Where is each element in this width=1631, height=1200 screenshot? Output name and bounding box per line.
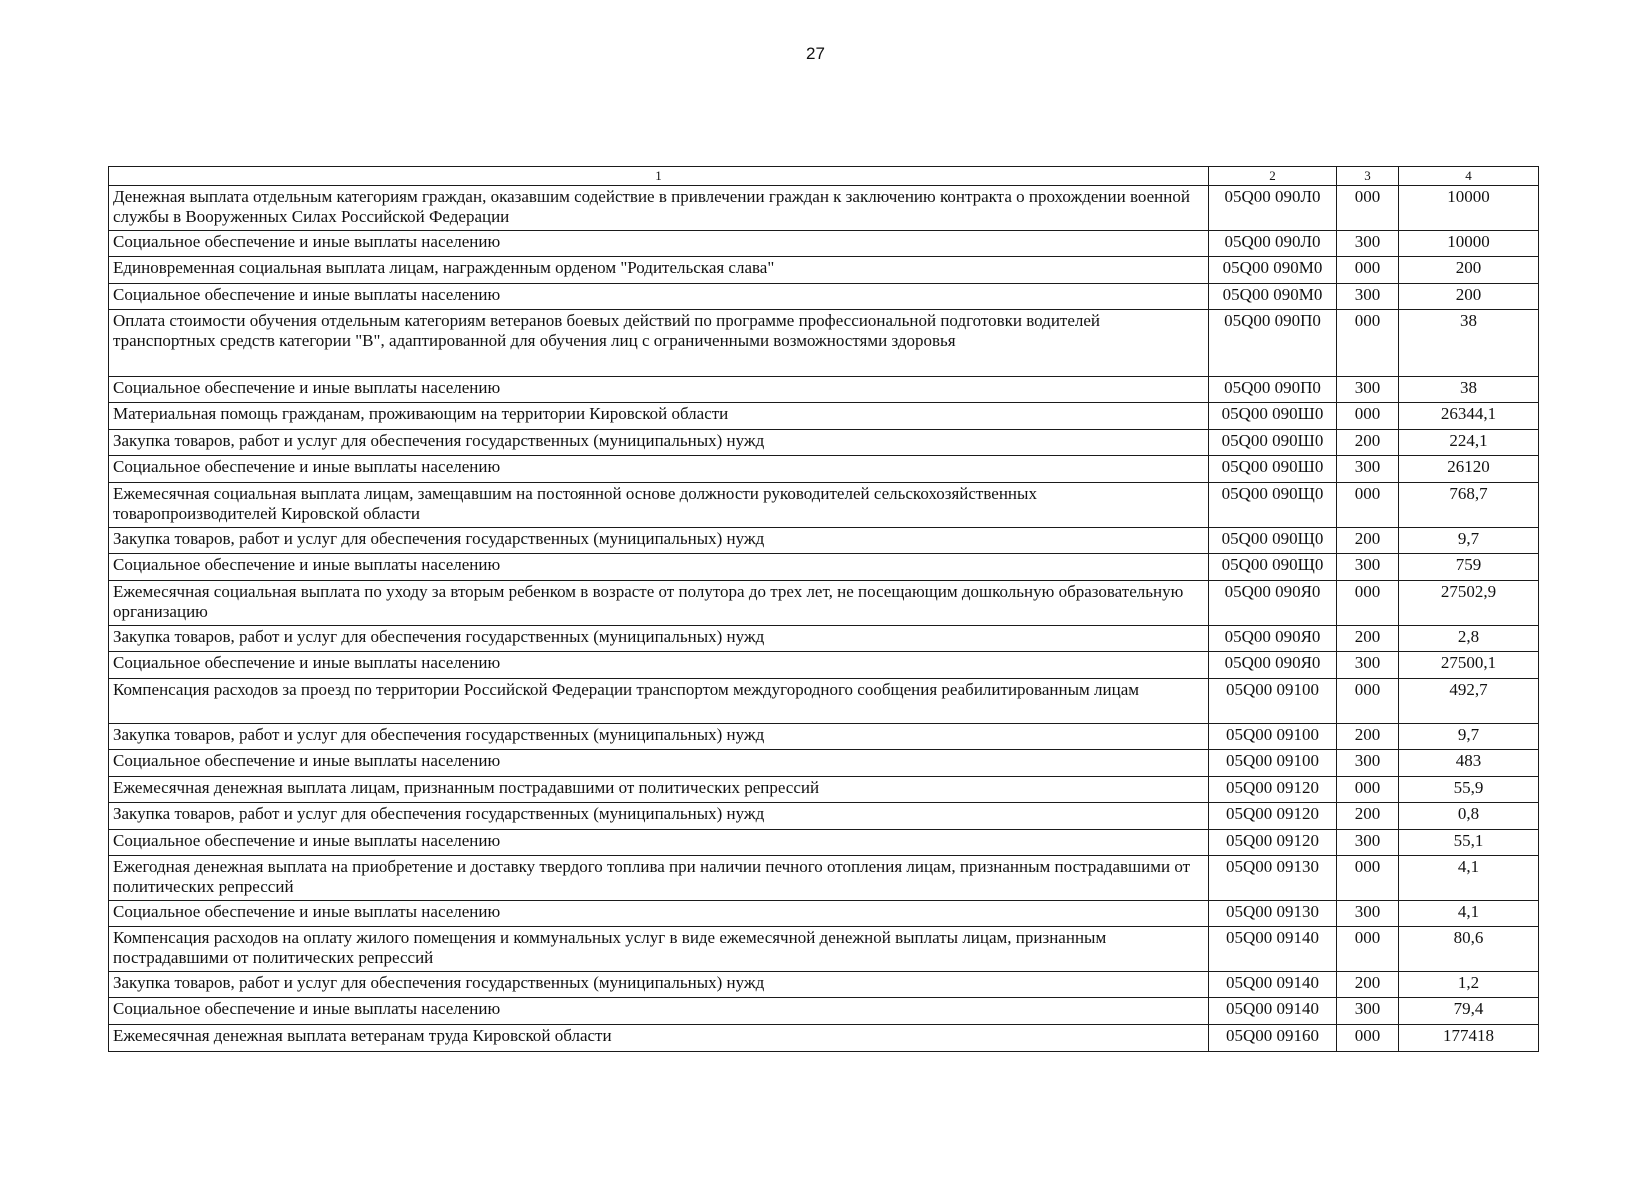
row-amount: 27500,1 <box>1399 652 1539 679</box>
row-type: 000 <box>1337 483 1399 528</box>
row-name: Социальное обеспечение и иные выплаты населению <box>109 998 1209 1025</box>
row-name: Социальное обеспечение и иные выплаты населению <box>109 554 1209 581</box>
row-amount: 9,7 <box>1399 528 1539 554</box>
row-type: 200 <box>1337 528 1399 554</box>
page-number: 27 <box>806 44 825 63</box>
row-name: Закупка товаров, работ и услуг для обеспечения государственных (муниципальных) нужд <box>109 803 1209 830</box>
row-name: Ежемесячная денежная выплата ветеранам труда Кировской области <box>109 1025 1209 1052</box>
table-row <box>109 257 1539 284</box>
row-amount: 55,1 <box>1399 830 1539 856</box>
row-code: 05Q00 090М0 <box>1209 284 1337 310</box>
row-code: 05Q00 09100 <box>1209 750 1337 777</box>
row-amount: 200 <box>1399 284 1539 310</box>
row-amount: 27502,9 <box>1399 581 1539 626</box>
table-row <box>109 679 1539 724</box>
row-amount: 759 <box>1399 554 1539 581</box>
row-code: 05Q00 09140 <box>1209 972 1337 998</box>
row-code: 05Q00 09160 <box>1209 1025 1337 1052</box>
column-header-code: 2 <box>1209 167 1337 186</box>
row-name: Материальная помощь гражданам, проживающим на территории Кировской области <box>109 403 1209 430</box>
table-row <box>109 377 1539 403</box>
row-type: 000 <box>1337 1025 1399 1052</box>
row-code: 05Q00 090М0 <box>1209 257 1337 284</box>
table-row <box>109 310 1539 377</box>
table-row <box>109 998 1539 1025</box>
row-amount: 200 <box>1399 257 1539 284</box>
row-code: 05Q00 090Щ0 <box>1209 528 1337 554</box>
row-amount: 0,8 <box>1399 803 1539 830</box>
table-row <box>109 284 1539 310</box>
row-name: Закупка товаров, работ и услуг для обеспечения государственных (муниципальных) нужд <box>109 626 1209 652</box>
row-type: 200 <box>1337 626 1399 652</box>
table-row <box>109 554 1539 581</box>
row-type: 200 <box>1337 803 1399 830</box>
row-type: 300 <box>1337 554 1399 581</box>
row-name: Социальное обеспечение и иные выплаты населению <box>109 231 1209 257</box>
row-type: 200 <box>1337 724 1399 750</box>
row-amount: 4,1 <box>1399 901 1539 927</box>
table-row <box>109 581 1539 626</box>
row-name: Социальное обеспечение и иные выплаты населению <box>109 830 1209 856</box>
row-amount: 4,1 <box>1399 856 1539 901</box>
table-row <box>109 777 1539 803</box>
row-name: Закупка товаров, работ и услуг для обеспечения государственных (муниципальных) нужд <box>109 972 1209 998</box>
row-type: 000 <box>1337 679 1399 724</box>
row-name: Ежемесячная денежная выплата лицам, признанным пострадавшими от политических репрессий <box>109 777 1209 803</box>
row-code: 05Q00 09100 <box>1209 679 1337 724</box>
row-amount: 492,7 <box>1399 679 1539 724</box>
row-code: 05Q00 090Л0 <box>1209 231 1337 257</box>
column-header-name: 1 <box>109 167 1209 186</box>
row-code: 05Q00 090Ш0 <box>1209 430 1337 456</box>
budget-table <box>108 166 1539 1052</box>
row-type: 300 <box>1337 377 1399 403</box>
row-name: Социальное обеспечение и иные выплаты населению <box>109 456 1209 483</box>
table-row <box>109 626 1539 652</box>
row-code: 05Q00 090Ш0 <box>1209 456 1337 483</box>
row-name: Компенсация расходов на оплату жилого помещения и коммунальных услуг в виде ежемесячной денежной выплаты лицам, признанным пострадавшими от политических репрессий <box>109 927 1209 972</box>
row-type: 200 <box>1337 430 1399 456</box>
table-row <box>109 803 1539 830</box>
row-amount: 26344,1 <box>1399 403 1539 430</box>
row-name: Единовременная социальная выплата лицам, награжденным орденом "Родительская слава" <box>109 257 1209 284</box>
row-name: Ежегодная денежная выплата на приобретение и доставку твердого топлива при наличии печного отопления лицам, признанным пострадавшими от политических репрессий <box>109 856 1209 901</box>
row-name: Ежемесячная социальная выплата лицам, замещавшим на постоянной основе должности руководителей сельскохозяйственных товаропроизводителей Кировской области <box>109 483 1209 528</box>
row-type: 300 <box>1337 652 1399 679</box>
row-type: 300 <box>1337 830 1399 856</box>
row-type: 000 <box>1337 186 1399 231</box>
row-amount: 55,9 <box>1399 777 1539 803</box>
row-code: 05Q00 09130 <box>1209 856 1337 901</box>
table-row <box>109 750 1539 777</box>
row-type: 300 <box>1337 456 1399 483</box>
table-row <box>109 231 1539 257</box>
row-code: 05Q00 09140 <box>1209 998 1337 1025</box>
row-code: 05Q00 090Л0 <box>1209 186 1337 231</box>
row-amount: 10000 <box>1399 186 1539 231</box>
row-name: Ежемесячная социальная выплата по уходу за вторым ребенком в возрасте от полутора до трех лет, не посещающим дошкольную образовательную организацию <box>109 581 1209 626</box>
row-type: 000 <box>1337 310 1399 377</box>
row-amount: 9,7 <box>1399 724 1539 750</box>
row-code: 05Q00 090П0 <box>1209 310 1337 377</box>
row-name: Компенсация расходов за проезд по территории Российской Федерации транспортом междугородного сообщения реабилитированным лицам <box>109 679 1209 724</box>
row-amount: 224,1 <box>1399 430 1539 456</box>
row-type: 000 <box>1337 581 1399 626</box>
table-row <box>109 901 1539 927</box>
row-name: Закупка товаров, работ и услуг для обеспечения государственных (муниципальных) нужд <box>109 430 1209 456</box>
row-amount: 177418 <box>1399 1025 1539 1052</box>
row-amount: 2,8 <box>1399 626 1539 652</box>
row-name: Социальное обеспечение и иные выплаты населению <box>109 901 1209 927</box>
row-name: Социальное обеспечение и иные выплаты населению <box>109 377 1209 403</box>
table-row <box>109 456 1539 483</box>
table-row <box>109 186 1539 231</box>
row-type: 300 <box>1337 284 1399 310</box>
row-name: Социальное обеспечение и иные выплаты населению <box>109 284 1209 310</box>
table-row <box>109 856 1539 901</box>
table-row <box>109 1025 1539 1052</box>
table-row <box>109 724 1539 750</box>
row-code: 05Q00 090Щ0 <box>1209 483 1337 528</box>
row-code: 05Q00 090Ш0 <box>1209 403 1337 430</box>
table-row <box>109 652 1539 679</box>
row-type: 300 <box>1337 231 1399 257</box>
row-name: Оплата стоимости обучения отдельным категориям ветеранов боевых действий по программе профессиональной подготовки водителей транспортных средств категории "В", адаптированной для обучения лиц с ограниченными возможностями здоровья <box>109 310 1209 377</box>
row-code: 05Q00 09100 <box>1209 724 1337 750</box>
row-code: 05Q00 09120 <box>1209 830 1337 856</box>
table-header-row <box>109 167 1539 186</box>
table-row <box>109 927 1539 972</box>
row-code: 05Q00 09140 <box>1209 927 1337 972</box>
table-row <box>109 430 1539 456</box>
row-type: 000 <box>1337 257 1399 284</box>
row-type: 300 <box>1337 750 1399 777</box>
row-name: Закупка товаров, работ и услуг для обеспечения государственных (муниципальных) нужд <box>109 724 1209 750</box>
row-code: 05Q00 09120 <box>1209 803 1337 830</box>
row-amount: 26120 <box>1399 456 1539 483</box>
row-name: Закупка товаров, работ и услуг для обеспечения государственных (муниципальных) нужд <box>109 528 1209 554</box>
row-amount: 1,2 <box>1399 972 1539 998</box>
column-header-type: 3 <box>1337 167 1399 186</box>
row-type: 000 <box>1337 777 1399 803</box>
row-type: 000 <box>1337 403 1399 430</box>
row-amount: 483 <box>1399 750 1539 777</box>
row-code: 05Q00 090П0 <box>1209 377 1337 403</box>
row-type: 300 <box>1337 998 1399 1025</box>
table-row <box>109 972 1539 998</box>
table-row <box>109 483 1539 528</box>
row-amount: 768,7 <box>1399 483 1539 528</box>
row-amount: 80,6 <box>1399 927 1539 972</box>
row-name: Денежная выплата отдельным категориям граждан, оказавшим содействие в привлечении граждан к заключению контракта о прохождении военной службы в Вооруженных Силах Российской Федерации <box>109 186 1209 231</box>
table-row <box>109 528 1539 554</box>
row-code: 05Q00 090Я0 <box>1209 626 1337 652</box>
row-name: Социальное обеспечение и иные выплаты населению <box>109 750 1209 777</box>
row-type: 200 <box>1337 972 1399 998</box>
table-row <box>109 830 1539 856</box>
row-code: 05Q00 09130 <box>1209 901 1337 927</box>
row-amount: 38 <box>1399 377 1539 403</box>
row-type: 000 <box>1337 927 1399 972</box>
row-amount: 79,4 <box>1399 998 1539 1025</box>
row-code: 05Q00 090Щ0 <box>1209 554 1337 581</box>
row-amount: 10000 <box>1399 231 1539 257</box>
row-amount: 38 <box>1399 310 1539 377</box>
row-type: 000 <box>1337 856 1399 901</box>
table-row <box>109 403 1539 430</box>
row-name: Социальное обеспечение и иные выплаты населению <box>109 652 1209 679</box>
row-code: 05Q00 090Я0 <box>1209 581 1337 626</box>
row-type: 300 <box>1337 901 1399 927</box>
row-code: 05Q00 09120 <box>1209 777 1337 803</box>
row-code: 05Q00 090Я0 <box>1209 652 1337 679</box>
column-header-amount: 4 <box>1399 167 1539 186</box>
